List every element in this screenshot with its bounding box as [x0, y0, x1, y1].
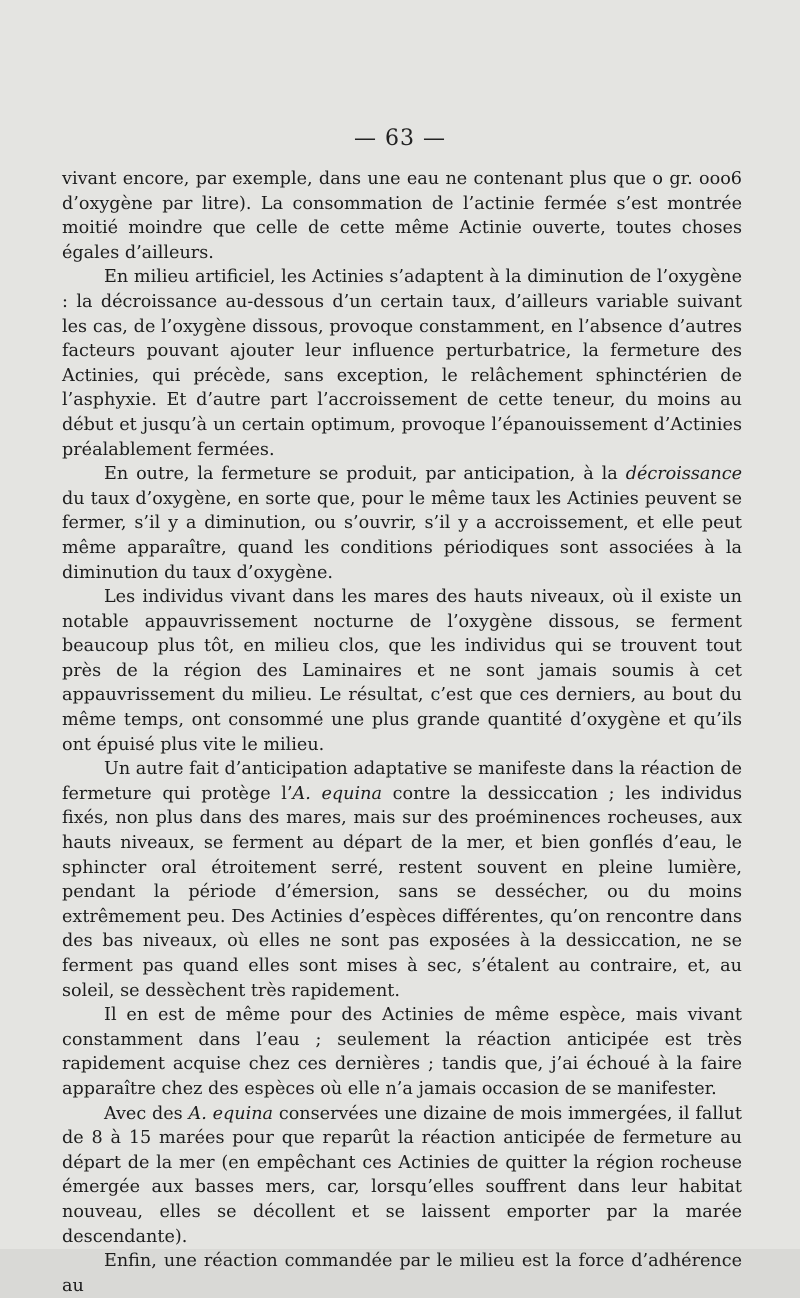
text-run: Enfin, une réaction commandée par le milieu est la force d’adhérence au [62, 1251, 742, 1296]
paragraph [62, 265, 742, 462]
paragraph [62, 462, 742, 585]
paragraph [62, 167, 742, 265]
text-run: Les individus vivant dans les mares des hauts niveaux, où il existe un notable appauvrissement nocturne de l’oxygène dissous, se ferment beaucoup plus tôt, en milieu clos, que les individus qui se trouvent tout près de la région des Laminaires et ne sont jamais soumis à cet appauvrissement du milieu. Le résultat, c’est que ces derniers, au bout du même temps, ont consommé une plus grande quantité d’oxygène et qu’ils ont épuisé plus vite le milieu. [62, 587, 742, 755]
text-run: contre la dessiccation ; les individus fixés, non plus dans des mares, mais sur des proéminences rocheuses, aux hauts niveaux, se ferment au départ de la mer, et bien gonflés d’eau, le sphincter oral étroitement serré, restent souvent en pleine lumière, pendant la période d’émersion, sans se dessécher, ou du moins extrêmement peu. Des Actinies d’espèces différentes, qu’on rencontre dans des bas niveaux, où elles ne sont pas exposées à la dessiccation, ne se ferment pas quand elles sont mises à sec, s’étalent au contraire, et, au soleil, se dessèchent très rapidement. [62, 783, 742, 1001]
text-run: En outre, la fermeture se produit, par anticipation, à la [104, 464, 626, 485]
text-run: conservées une dizaine de mois immergées, il fallut de 8 à 15 marées pour que reparût la réaction anticipée de fermeture au départ de la mer (en empêchant ces Actinies de quitter la région rocheuse émergée aux basses mers, car, lorsqu’elles souffrent dans leur habitat nouveau, elles se décollent et se laissent emporter par la marée descendante). [62, 1103, 743, 1247]
body-text [62, 167, 742, 1298]
paragraph [62, 1003, 742, 1101]
italic-text: décroissance [625, 464, 742, 485]
paragraph [62, 1102, 742, 1250]
italic-text: A. equina [188, 1103, 274, 1124]
italic-text: A. equina [292, 783, 382, 804]
text-run: du taux d’oxygène, en sorte que, pour le même taux les Actinies peuvent se fermer, s’il y a diminution, ou s’ouvrir, s’il y a accroissement, et elle peut même apparaître, quand les conditions périodiques sont associées à la diminution du taux d’oxygène. [62, 488, 742, 583]
paragraph [62, 757, 742, 1003]
text-run: vivant encore, par exemple, dans une eau ne contenant plus que o gr. ooo6 d’oxygène par litre). La consommation de l’actinie fermée s’est montrée moitié moindre que celle de cette même Actinie ouverte, toutes choses égales d’ailleurs. [62, 169, 742, 263]
page-number: — 63 — [354, 126, 446, 151]
paragraph [62, 585, 742, 757]
text-run: Il en est de même pour des Actinies de même espèce, mais vivant constamment dans l’eau ; seulement la réaction anticipée est très rapidement acquise chez ces dernières ; tandis que, j’ai échoué à la faire apparaître chez des espèces où elle n’a jamais occasion de se manifester. [62, 1005, 742, 1099]
text-run: Un autre fait d’anticipation adaptative se manifeste dans la réaction de fermeture qui protège l’ [62, 759, 742, 804]
paragraph [62, 1249, 742, 1298]
text-run: Avec des [104, 1103, 189, 1124]
text-run: En milieu artificiel, les Actinies s’adaptent à la diminution de l’oxygène : la décroissance au-dessous d’un certain taux, d’ailleurs variable suivant les cas, de l’oxygène dissous, provoque constamment, en l’absence d’autres facteurs pouvant ajouter leur influence perturbatrice, la fermeture des Actinies, qui précède, sans exception, le relâchement sphinctérien de l’asphyxie. Et d’autre part l’accroissement de cette teneur, du moins au début et jusqu’à un certain optimum, provoque l’épanouissement d’Actinies préalablement fermées. [62, 267, 742, 460]
